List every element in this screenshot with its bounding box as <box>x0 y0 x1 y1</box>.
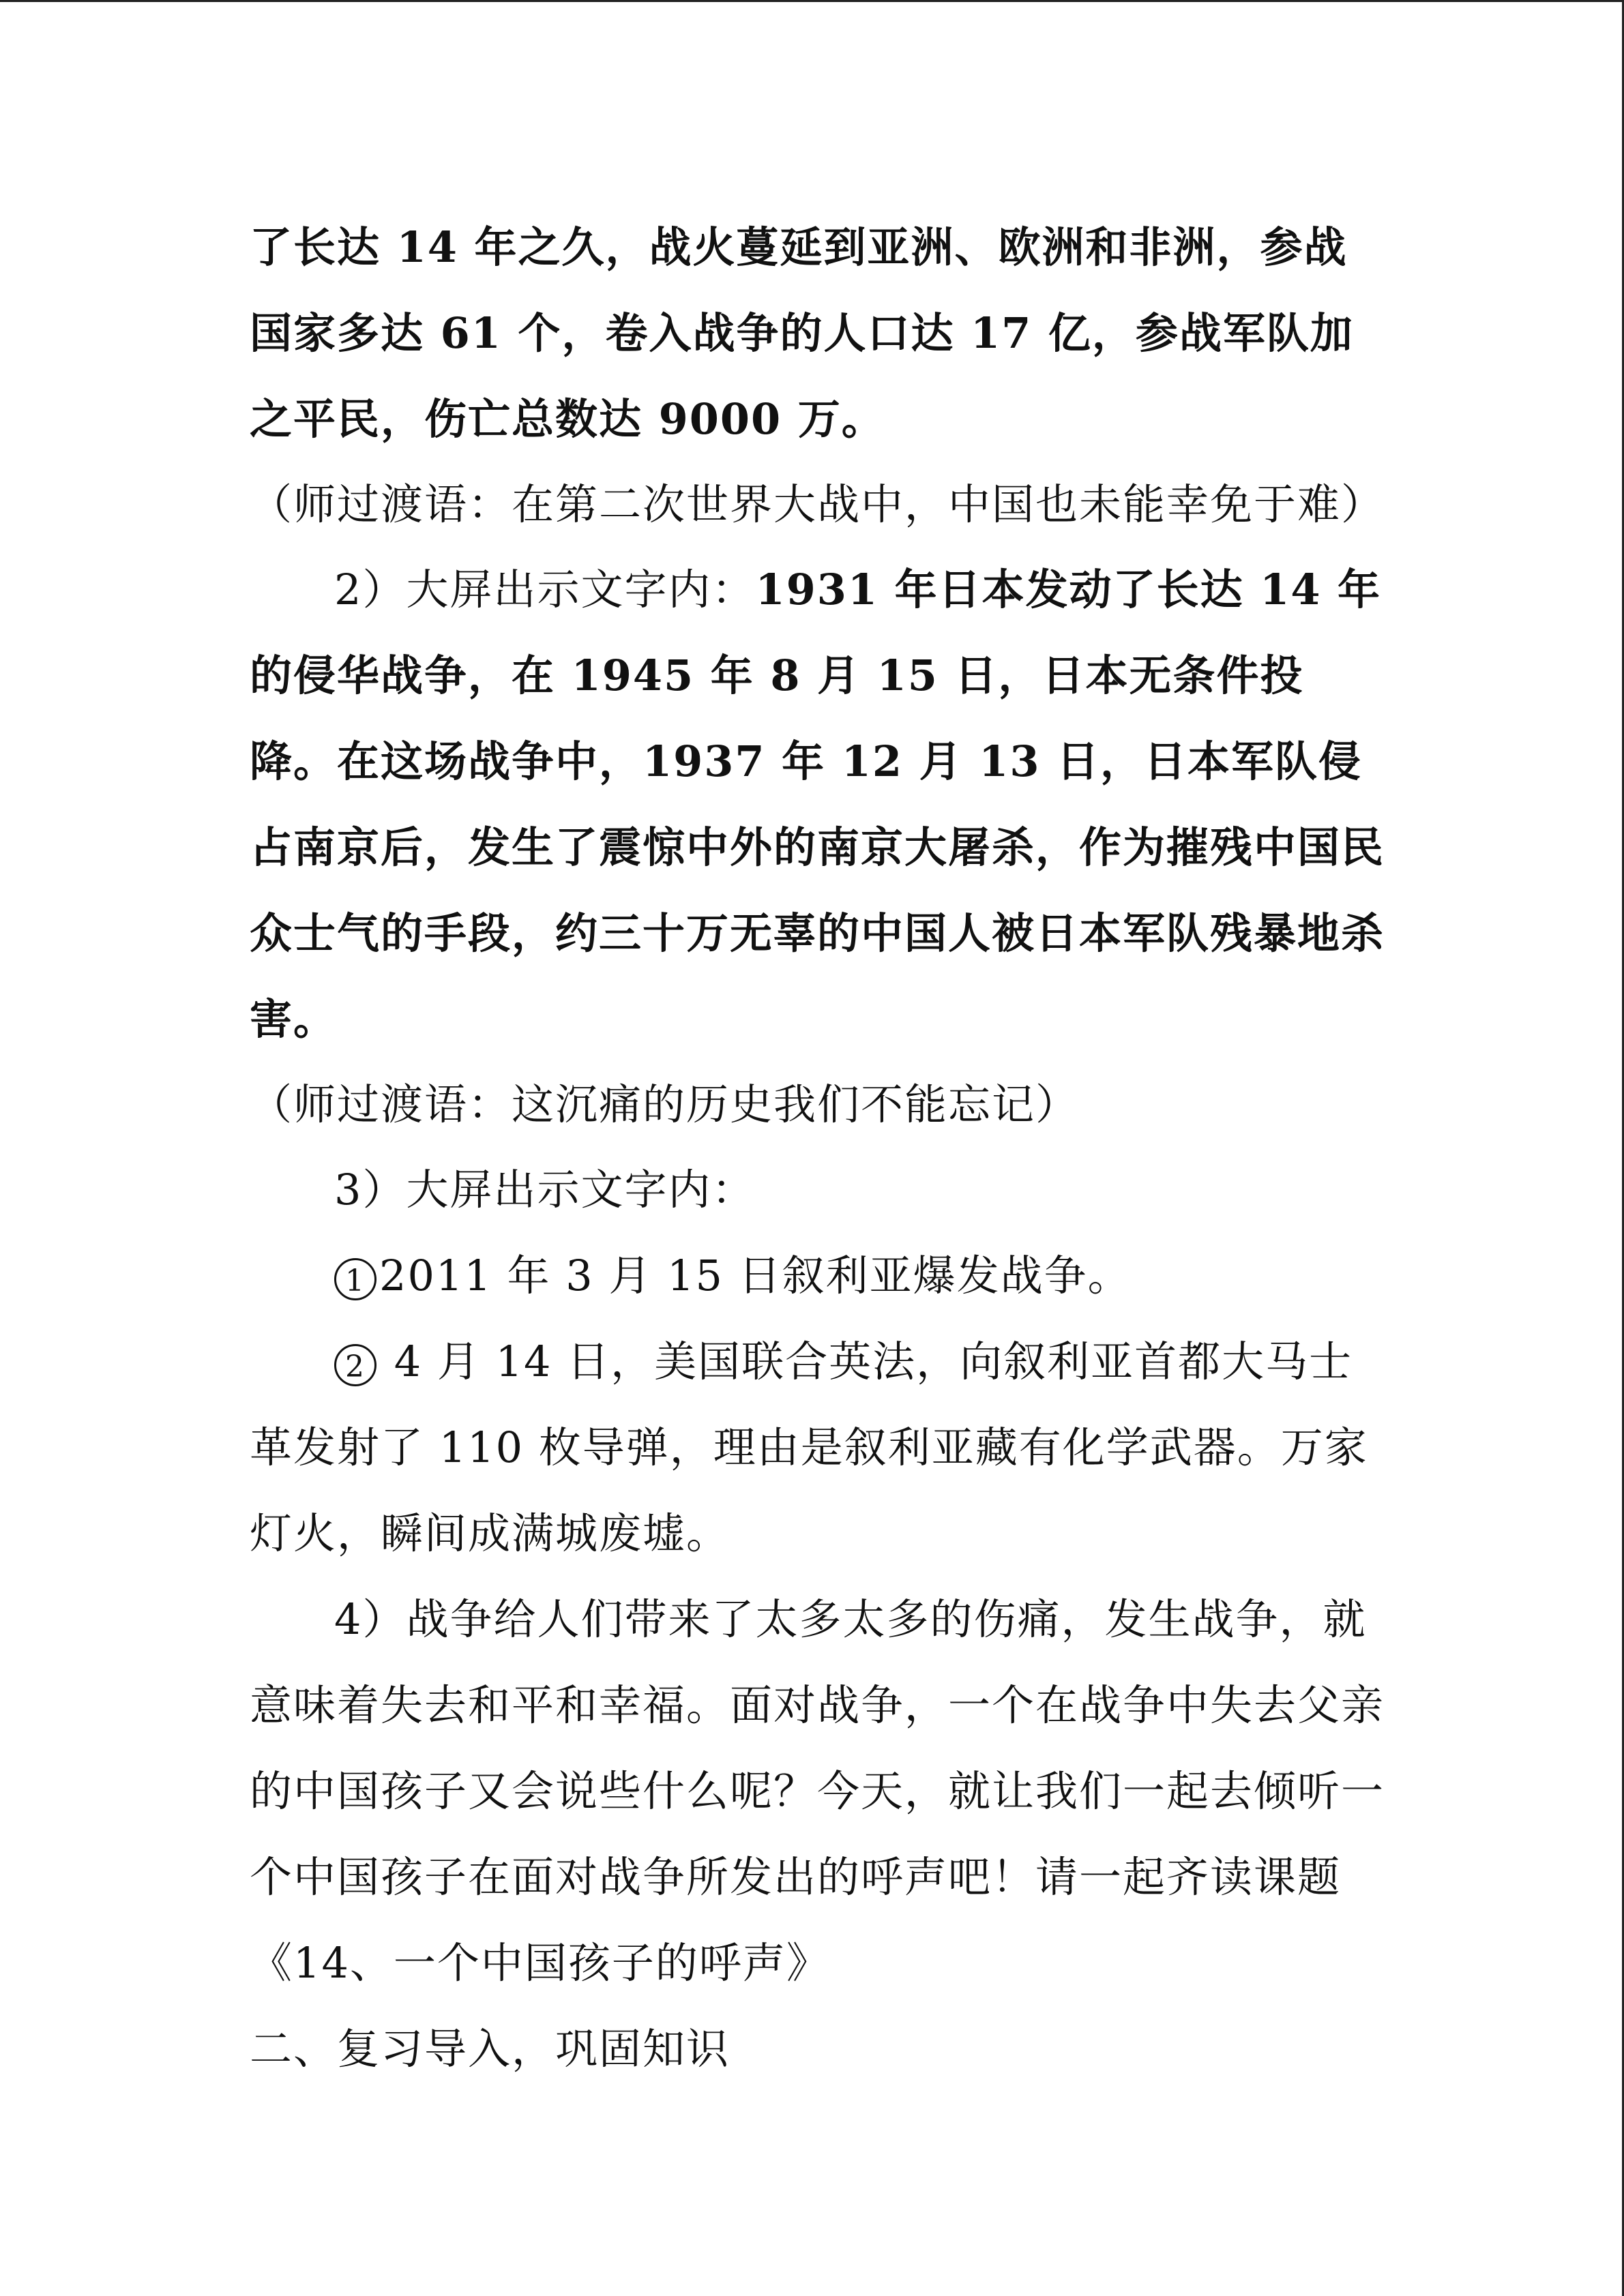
list-item-syria-2 <box>250 1319 1389 1577</box>
paragraph-screen-text-3: 3）大屏出示文字内： <box>334 1165 756 1214</box>
paragraph-nanjing-body: 1931 年日本发动了长达 14 年的侵华战争，在 1945 年 8 月 15 日，日本无条件投降。在这场战争中，1937 年 12 月 13 日，日本军队侵占南京后，发生了震惊中外的南京大屠杀，作为摧残中国民众士气的手段，约三十万无辜的中国人被日本军队残暴地杀害。 <box>250 565 1385 1044</box>
paragraph-prefix: 2）大屏出示文字内： <box>334 565 756 614</box>
circled-number-icon: 1 <box>334 1258 377 1300</box>
list-item-text: 2011 年 3 月 15 日叙利亚爆发战争。 <box>379 1251 1132 1300</box>
list-item-text: 4 月 14 日，美国联合英法，向叙利亚首都大马士革发射了 110 枚导弹，理由是叙利亚藏有化学武器。万家灯火，瞬间成满城废墟。 <box>250 1337 1368 1558</box>
teacher-transition-note-2: （师过渡语：这沉痛的历史我们不能忘记） <box>250 1079 1080 1129</box>
paragraph-ww2-stats: 了长达 14 年之久，战火蔓延到亚洲、欧洲和非洲，参战国家多达 61 个，卷入战争的人口达 17 亿，参战军队加之平民，伤亡总数达 9000 万。 <box>250 222 1354 444</box>
section-heading-2: 二、复习导入，巩固知识 <box>250 2024 730 2074</box>
teacher-transition-note-1: （师过渡语：在第二次世界大战中，中国也未能幸免于难） <box>250 479 1385 529</box>
circled-number-icon: 2 <box>334 1344 377 1386</box>
paragraph-war-pain: 4）战争给人们带来了太多太多的伤痛，发生战争，就意味着失去和平和幸福。面对战争，一个在战争中失去父亲的中国孩子又会说些什么呢？今天，就让我们一起去倾听一个中国孩子在面对战争所发出的呼声吧！请一起齐读课题《14、一个中国孩子的呼声》 <box>250 1594 1385 1988</box>
paragraph-nanjing <box>250 547 1389 1062</box>
list-item-syria-1 <box>250 1233 1389 1319</box>
document-body <box>250 205 1389 2092</box>
